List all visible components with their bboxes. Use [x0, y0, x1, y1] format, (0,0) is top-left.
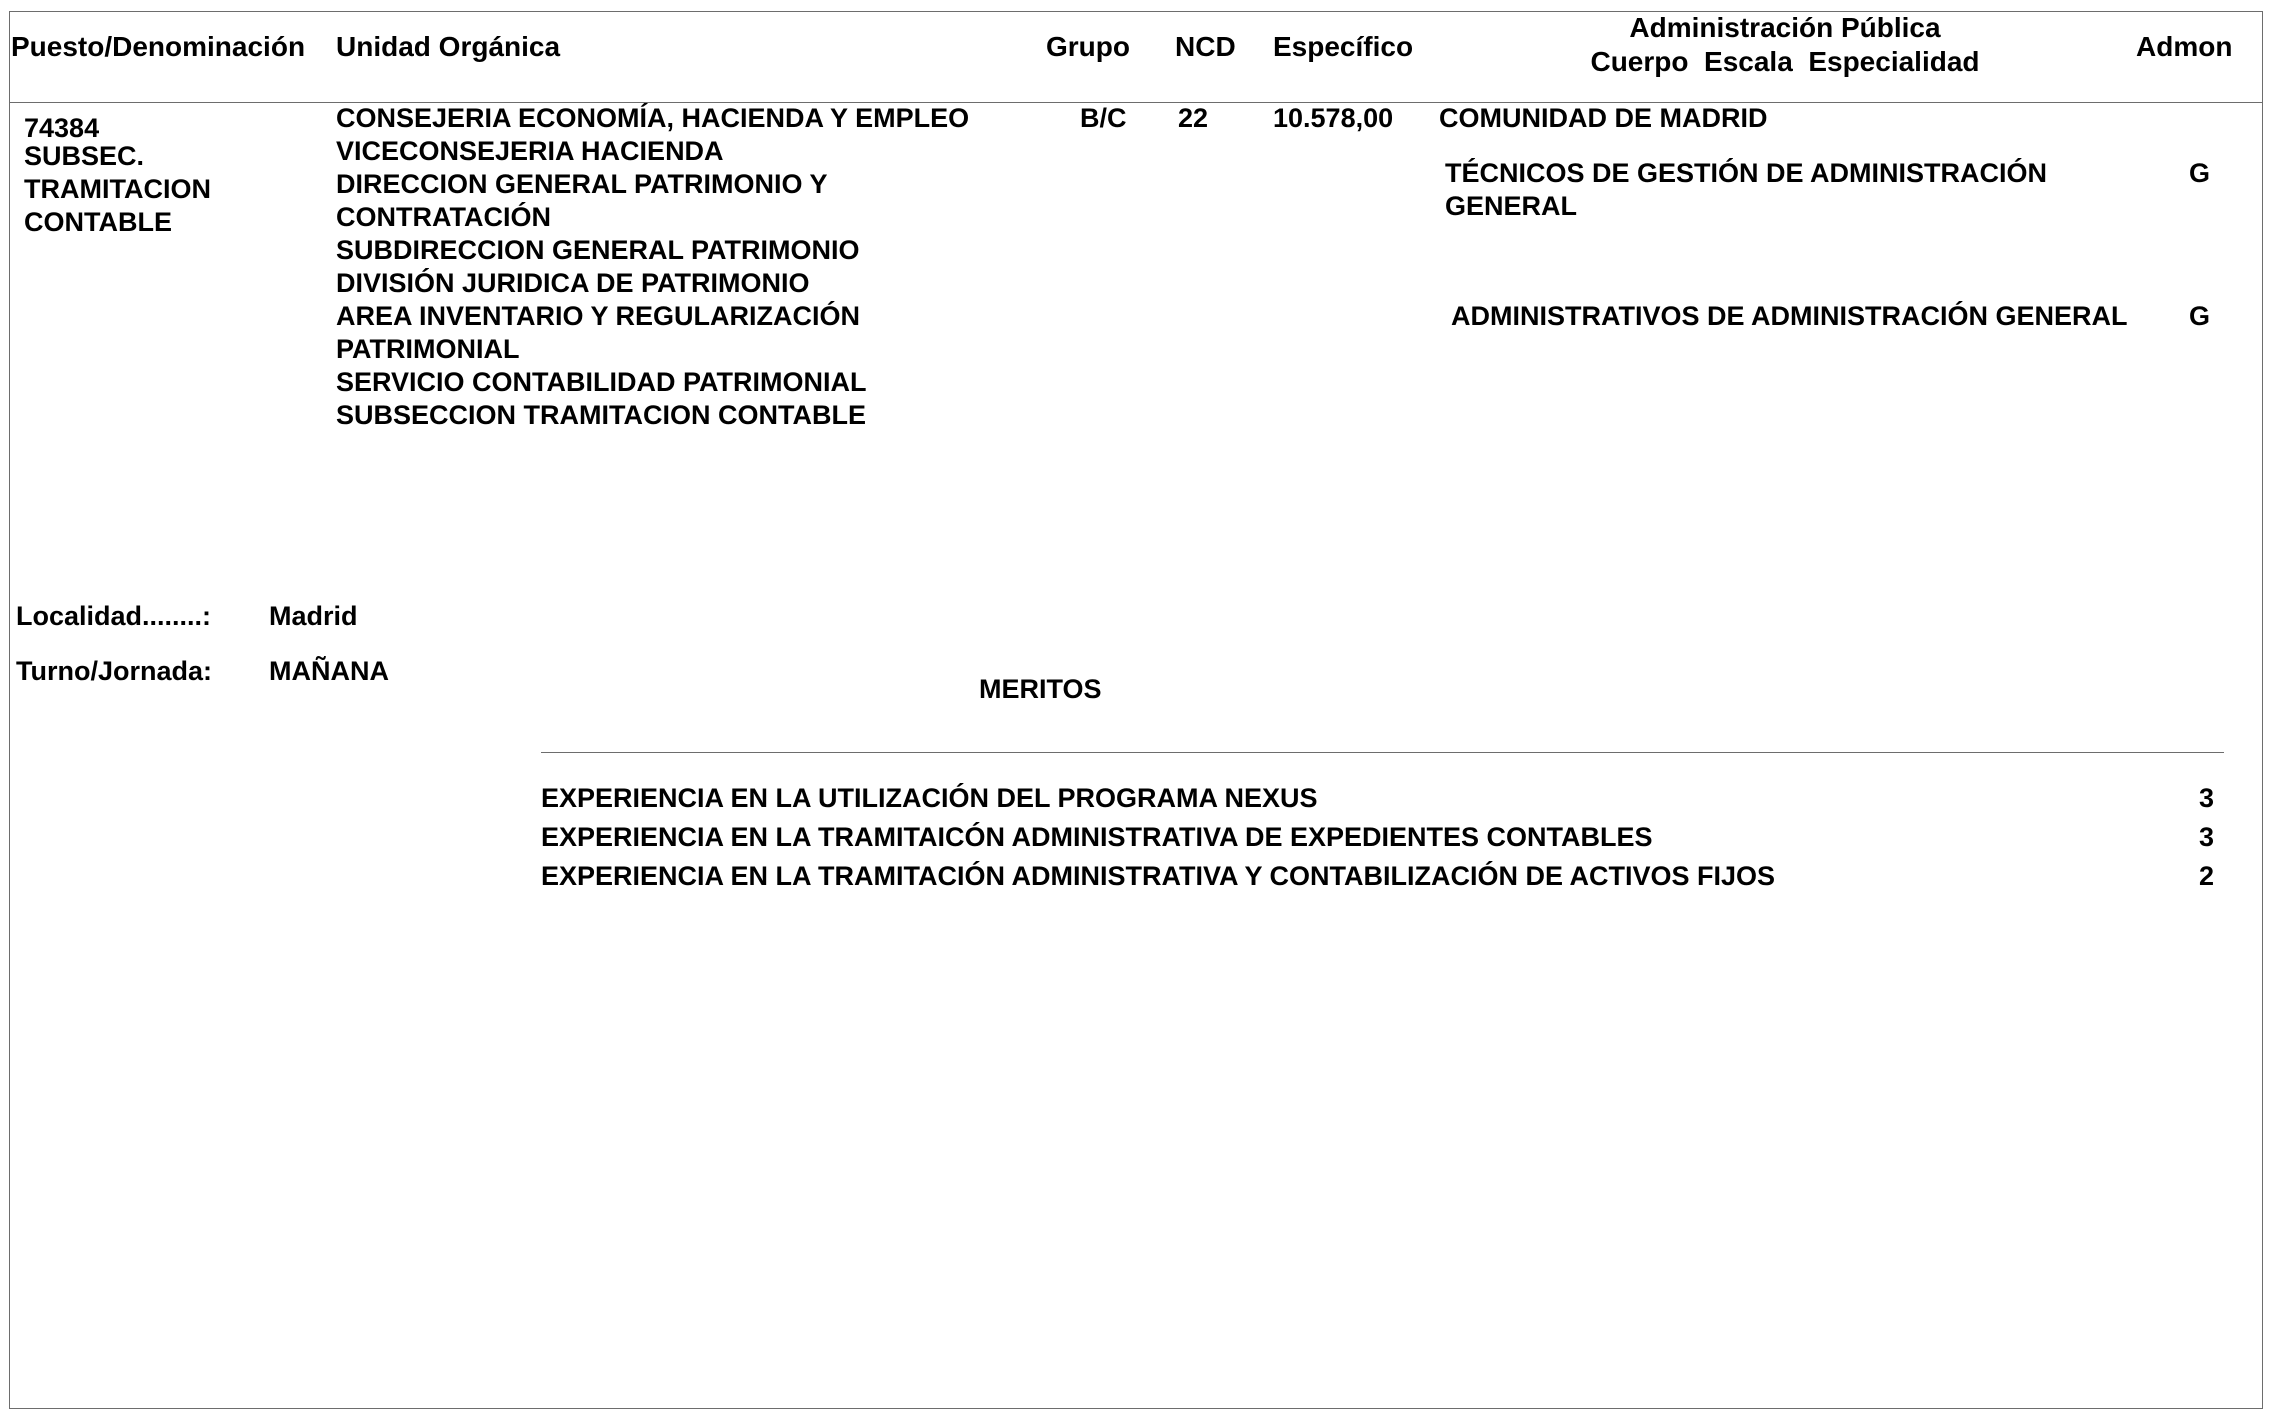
especifico-value: 10.578,00 — [1273, 103, 1394, 133]
turno-label: Turno/Jornada: — [16, 656, 213, 686]
cuerpo-admon: G — [2189, 158, 2211, 188]
merito-points: 3 — [2199, 822, 2215, 852]
header-puesto: Puesto/Denominación — [11, 31, 306, 62]
unidad-line: SUBSECCION TRAMITACION CONTABLE — [336, 400, 866, 430]
denominacion-line: SUBSEC. — [24, 141, 145, 171]
unidad-line: AREA INVENTARIO Y REGULARIZACIÓN — [336, 301, 861, 331]
unidad-line: SUBDIRECCION GENERAL PATRIMONIO — [336, 235, 860, 265]
puesto-codigo: 74384 — [24, 113, 100, 143]
localidad-value: Madrid — [269, 601, 358, 631]
puesto-denominacion — [24, 140, 211, 239]
unidad-line: PATRIMONIAL — [336, 334, 520, 364]
grupo-value: B/C — [1080, 103, 1127, 133]
unidad-line: CONSEJERIA ECONOMÍA, HACIENDA Y EMPLEO — [336, 103, 970, 133]
unidad-organica — [336, 102, 969, 432]
cuerpo-line: TÉCNICOS DE GESTIÓN DE ADMINISTRACIÓN — [1445, 158, 2048, 188]
unidad-line: DIRECCION GENERAL PATRIMONIO Y — [336, 169, 828, 199]
cuerpo-admon: G — [2189, 301, 2211, 331]
unidad-line: CONTRATACIÓN — [336, 202, 551, 232]
header-ncd: NCD — [1175, 31, 1236, 62]
header-cuerpo-escala: Cuerpo Escala Especialidad — [1590, 46, 1980, 77]
localidad-label: Localidad........: — [16, 601, 212, 631]
merito-points: 2 — [2199, 861, 2215, 891]
cuerpo-tecnicos — [1445, 157, 2047, 223]
administracion-value: COMUNIDAD DE MADRID — [1439, 103, 1768, 133]
header-admon: Admon — [2136, 31, 2233, 62]
cuerpo-line: GENERAL — [1445, 191, 1578, 221]
merito-text: EXPERIENCIA EN LA TRAMITAICÓN ADMINISTRATIVA DE EXPEDIENTES CONTABLES — [541, 822, 1653, 852]
meritos-title: MERITOS — [979, 674, 1102, 704]
cuerpo-administrativos: ADMINISTRATIVOS DE ADMINISTRACIÓN GENERAL — [1451, 301, 2128, 331]
unidad-line: SERVICIO CONTABILIDAD PATRIMONIAL — [336, 367, 867, 397]
header-grupo: Grupo — [1046, 31, 1130, 62]
meritos-divider — [541, 752, 2224, 753]
header-unidad: Unidad Orgánica — [336, 31, 561, 62]
header-especifico: Específico — [1273, 31, 1414, 62]
merito-text: EXPERIENCIA EN LA UTILIZACIÓN DEL PROGRAMA NEXUS — [541, 783, 1318, 813]
merito-text: EXPERIENCIA EN LA TRAMITACIÓN ADMINISTRATIVA Y CONTABILIZACIÓN DE ACTIVOS FIJOS — [541, 861, 1776, 891]
merito-points: 3 — [2199, 783, 2215, 813]
header-administracion: Administración Pública — [1629, 12, 1941, 43]
ncd-value: 22 — [1178, 103, 1209, 133]
denominacion-line: TRAMITACION — [24, 174, 211, 204]
turno-value: MAÑANA — [269, 656, 389, 686]
unidad-line: DIVISIÓN JURIDICA DE PATRIMONIO — [336, 268, 810, 298]
unidad-line: VICECONSEJERIA HACIENDA — [336, 136, 724, 166]
denominacion-line: CONTABLE — [24, 207, 172, 237]
